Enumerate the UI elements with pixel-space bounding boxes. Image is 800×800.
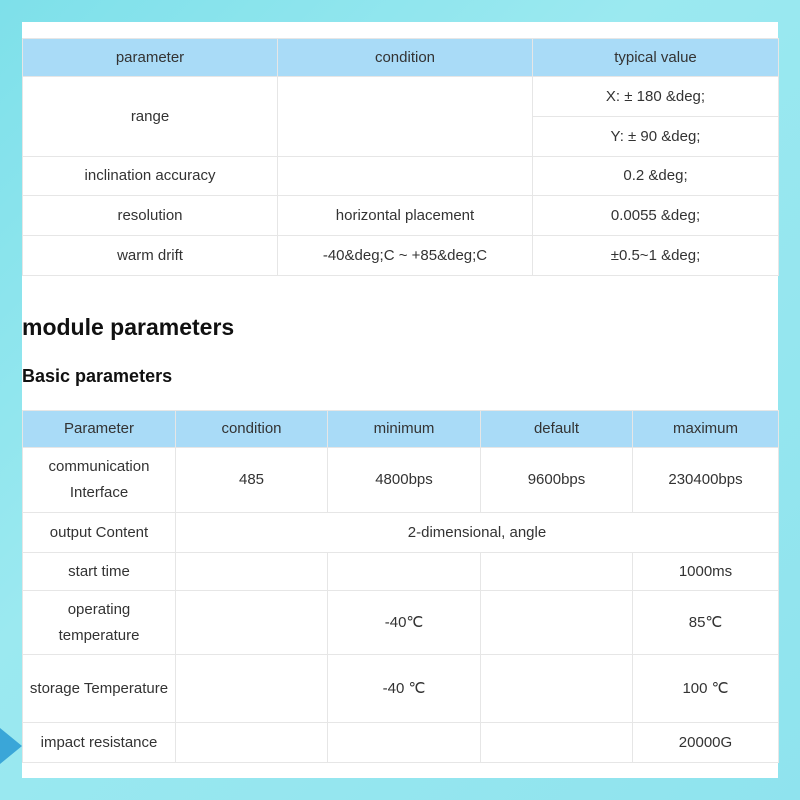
cell-value: ±0.5~1 &deg; [533,236,779,276]
document-page [22,22,778,778]
cell-condition: horizontal placement [278,196,533,236]
table-row [23,157,779,196]
header-maximum: maximum [633,411,779,448]
cell-condition: -40&deg;C ~ +85&deg;C [278,236,533,276]
cell-minimum: -40 ℃ [328,655,481,723]
row-label-inclination: inclination accuracy [23,157,278,196]
cell-default [481,723,633,763]
cell-condition [176,655,328,723]
basic-parameter-table [22,410,779,763]
section-title: module parameters [22,314,235,340]
table-row [23,448,779,513]
table-row [23,77,779,117]
sensor-parameter-table [22,38,779,276]
cell-maximum: 1000ms [633,553,779,591]
cell-condition: 485 [176,448,328,513]
table-row [23,723,779,763]
row-label-impact: impact resistance [23,723,176,763]
cell-default: 9600bps [481,448,633,513]
cell-condition [278,77,533,157]
subsection-title: Basic parameters [22,366,173,386]
cell-value: 0.0055 &deg; [533,196,779,236]
cell-condition [176,553,328,591]
header-parameter: Parameter [23,411,176,448]
row-label-communication: communication Interface [23,448,176,513]
row-label-storage-temp: storage Temperature [23,655,176,723]
cell-condition [176,723,328,763]
row-label-output: output Content [23,513,176,553]
table-row [23,236,779,276]
cell-value-y: Y: ± 90 &deg; [533,117,779,157]
table-row [23,591,779,655]
table-header-row [23,411,779,448]
header-default: default [481,411,633,448]
cell-maximum: 20000G [633,723,779,763]
table-row [23,553,779,591]
cell-condition [278,157,533,196]
row-label-operating-temp: operating temperature [23,591,176,655]
cell-minimum: 4800bps [328,448,481,513]
cell-value: 0.2 &deg; [533,157,779,196]
cell-maximum: 100 ℃ [633,655,779,723]
row-label-range: range [23,77,278,157]
header-condition: condition [278,39,533,77]
cell-default [481,655,633,723]
row-label-warm-drift: warm drift [23,236,278,276]
cell-default [481,591,633,655]
cell-maximum: 85℃ [633,591,779,655]
cell-default [481,553,633,591]
header-condition: condition [176,411,328,448]
cell-minimum: -40℃ [328,591,481,655]
table-header-row [23,39,779,77]
cell-minimum [328,723,481,763]
header-parameter: parameter [23,39,278,77]
cell-maximum: 230400bps [633,448,779,513]
row-label-start-time: start time [23,553,176,591]
header-typical-value: typical value [533,39,779,77]
cell-value-x: X: ± 180 &deg; [533,77,779,117]
header-minimum: minimum [328,411,481,448]
corner-decoration [0,728,22,764]
cell-condition [176,591,328,655]
table-row [23,196,779,236]
table-row [23,655,779,723]
cell-output-value: 2-dimensional, angle [176,513,779,553]
table-row [23,513,779,553]
row-label-resolution: resolution [23,196,278,236]
cell-minimum [328,553,481,591]
